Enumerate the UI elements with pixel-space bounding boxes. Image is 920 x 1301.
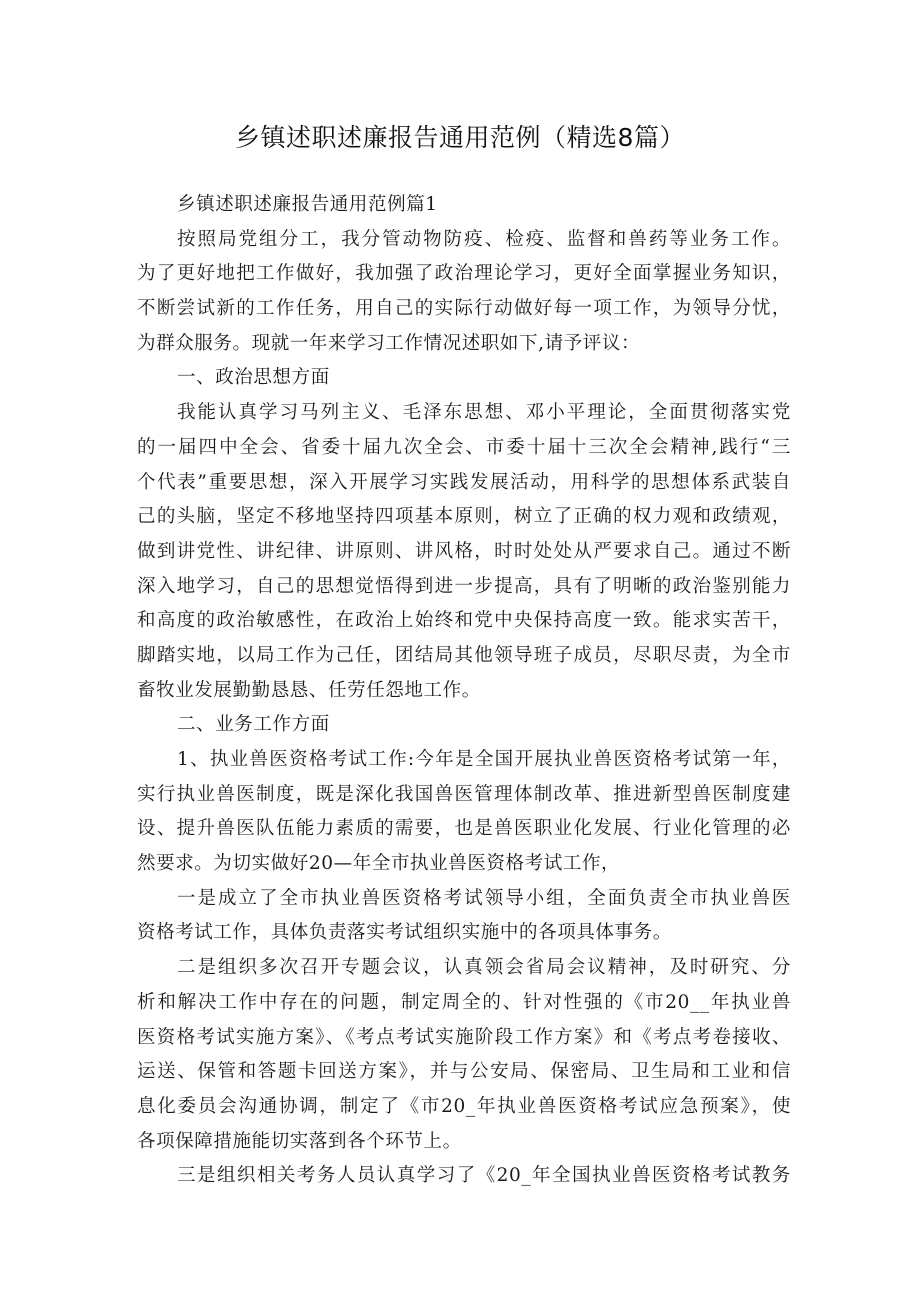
text-line: 实行执业兽医制度，既是深化我国兽医管理体制改革、推进新型兽医制度建	[137, 783, 791, 805]
text-line: 析和解决工作中存在的问题，制定周全的、针对性强的《市20__年执业兽	[137, 991, 791, 1013]
text-line: 畜牧业发展勤勤恳恳、任劳任怨地工作。	[137, 679, 481, 701]
text-line: 深入地学习，自己的思想觉悟得到进一步提高，具有了明晰的政治鉴别能力	[137, 575, 791, 597]
text-line: 一、政治思想方面	[177, 367, 330, 389]
text-line: 医资格考试实施方案》、《考点考试实施阶段工作方案》和《考点考卷接收、	[137, 1026, 791, 1048]
text-line: 二、业务工作方面	[177, 714, 330, 736]
text-line: 的一届四中全会、省委十届九次全会、市委十届十三次全会精神,践行“三	[137, 436, 791, 458]
text-line: 按照局党组分工，我分管动物防疫、检疫、监督和兽药等业务工作。	[177, 228, 791, 250]
text-line: 设、提升兽医队伍能力素质的需要，也是兽医职业化发展、行业化管理的必	[137, 818, 791, 840]
document-body	[137, 188, 791, 1194]
text-line: 为了更好地把工作做好，我加强了政治理论学习，更好全面掌握业务知识，	[137, 263, 791, 285]
text-line: 息化委员会沟通协调，制定了《市20_年执业兽医资格考试应急预案》，使	[137, 1095, 791, 1117]
text-line: 和高度的政治敏感性，在政治上始终和党中央保持高度一致。能求实苦干，	[137, 610, 791, 632]
text-line: 二是组织多次召开专题会议，认真领会省局会议精神，及时研究、分	[177, 957, 791, 979]
text-line: 然要求。为切实做好20—年全市执业兽医资格考试工作，	[137, 853, 621, 875]
text-line: 运送、保管和答题卡回送方案》，并与公安局、保密局、卫生局和工业和信	[137, 1061, 791, 1083]
document-title: 乡镇述职述廉报告通用范例（精选8篇）	[235, 123, 685, 152]
text-line: 脚踏实地，以局工作为己任，团结局其他领导班子成员，尽职尽责，为全市	[137, 644, 791, 666]
text-line: 为群众服务。现就一年来学习工作情况述职如下,请予评议：	[137, 332, 641, 354]
text-line: 己的头脑，坚定不移地坚持四项基本原则，树立了正确的权力观和政绩观，	[137, 506, 791, 528]
text-line: 个代表”重要思想，深入开展学习实践发展活动，用科学的思想体系武装自	[137, 471, 791, 493]
text-line: 乡镇述职述廉报告通用范例篇1	[177, 194, 438, 215]
text-line: 一是成立了全市执业兽医资格考试领导小组，全面负责全市执业兽医	[177, 887, 791, 909]
text-line: 三是组织相关考务人员认真学习了《20_年全国执业兽医资格考试教务	[177, 1165, 791, 1187]
text-line: 1、执业兽医资格考试工作:今年是全国开展执业兽医资格考试第一年，	[177, 749, 791, 770]
text-line: 做到讲党性、讲纪律、讲原则、讲风格，时时处处从严要求自己。通过不断	[137, 540, 791, 562]
text-line: 各项保障措施能切实落到各个环节上。	[137, 1130, 462, 1152]
text-line: 我能认真学习马列主义、毛泽东思想、邓小平理论，全面贯彻落实党	[177, 402, 791, 424]
text-line: 资格考试工作，具体负责落实考试组织实施中的各项具体事务。	[137, 922, 672, 944]
text-line: 不断尝试新的工作任务，用自己的实际行动做好每一项工作，为领导分忧，	[137, 298, 791, 320]
